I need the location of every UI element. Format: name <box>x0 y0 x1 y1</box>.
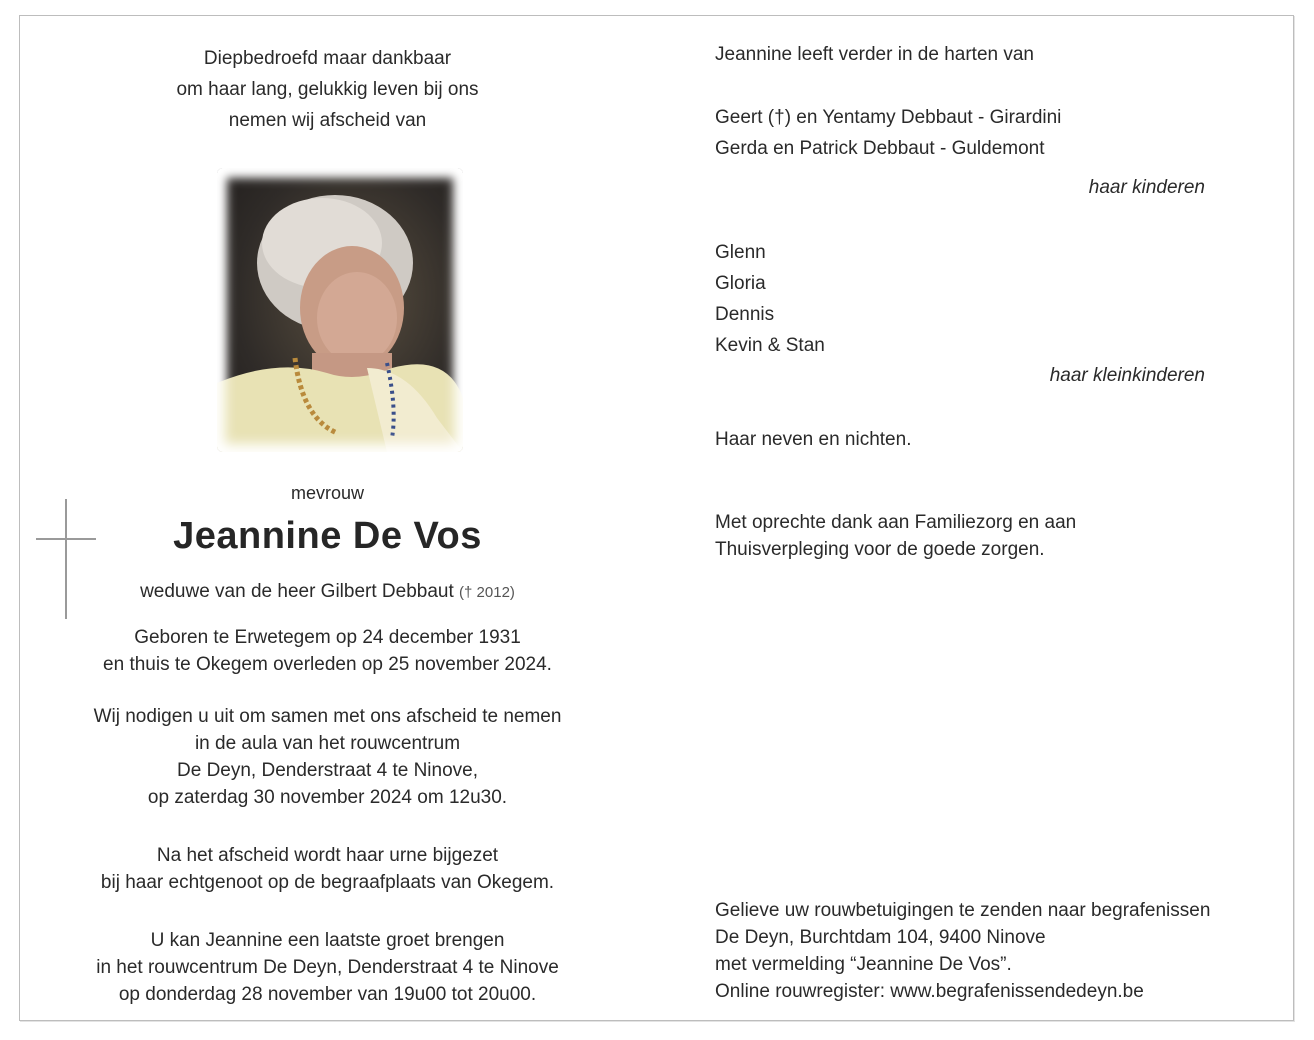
thanks-line-1: Met oprechte dank aan Familiezorg en aan <box>715 512 1077 533</box>
contact-line-4: Online rouwregister: www.begrafenissendedeyn.be <box>715 981 1144 1002</box>
grandchild-4: Kevin & Stan <box>715 335 825 356</box>
left-panel <box>0 0 655 1040</box>
portrait-photo <box>217 168 463 452</box>
widow-text: weduwe van de heer Gilbert Debbaut <box>140 581 454 602</box>
intro-line-2: om haar lang, gelukkig leven bij ons <box>176 79 479 100</box>
visit-line-1: U kan Jeannine een laatste groet brengen <box>150 930 505 951</box>
title-prefix: mevrouw <box>290 483 365 503</box>
visit-line-3: op donderdag 28 november van 19u00 tot 20u00. <box>118 984 537 1005</box>
cross-icon-bar <box>36 538 96 540</box>
grandchild-1: Glenn <box>715 242 766 263</box>
burial-line-1: Na het afscheid wordt haar urne bijgezet <box>156 845 499 866</box>
intro-line-1: Diepbedroefd maar dankbaar <box>203 48 452 69</box>
grandchild-2: Gloria <box>715 273 766 294</box>
thanks-line-2: Thuisverpleging voor de goede zorgen. <box>715 539 1045 560</box>
grandchildren-label: haar kleinkinderen <box>1049 365 1205 386</box>
ceremony-line-4: op zaterdag 30 november 2024 om 12u30. <box>147 787 508 808</box>
heading: Jeannine leeft verder in de harten van <box>715 44 1034 65</box>
ceremony-line-3: De Deyn, Denderstraat 4 te Ninove, <box>177 760 478 781</box>
intro-line-3: nemen wij afscheid van <box>228 110 427 131</box>
widow-death-note: († 2012) <box>459 584 515 601</box>
deceased-name: Jeannine De Vos <box>173 515 482 557</box>
visit-line-2: in het rouwcentrum De Deyn, Denderstraat 4 te Ninove <box>96 957 559 978</box>
widow-line <box>0 578 655 606</box>
children-label: haar kinderen <box>1088 177 1205 198</box>
contact-line-3: met vermelding “Jeannine De Vos”. <box>715 954 1012 975</box>
relatives-line: Haar neven en nichten. <box>715 429 912 450</box>
contact-line-2: De Deyn, Burchtdam 104, 9400 Ninove <box>715 927 1046 948</box>
grandchild-3: Dennis <box>715 304 775 325</box>
ceremony-line-2: in de aula van het rouwcentrum <box>194 733 461 754</box>
ceremony-line-1: Wij nodigen u uit om samen met ons afscheid te nemen <box>93 706 562 727</box>
right-panel <box>715 0 1295 1040</box>
contact-line-1: Gelieve uw rouwbetuigingen te zenden naar begrafenissen <box>715 900 1211 921</box>
death-line: en thuis te Okegem overleden op 25 november 2024. <box>103 654 552 675</box>
child-1: Geert (†) en Yentamy Debbaut - Girardini <box>715 107 1062 128</box>
birth-line: Geboren te Erwetegem op 24 december 1931 <box>134 627 521 648</box>
child-2: Gerda en Patrick Debbaut - Guldemont <box>715 138 1045 159</box>
photo-vignette <box>217 168 463 452</box>
burial-line-2: bij haar echtgenoot op de begraafplaats van Okegem. <box>100 872 555 893</box>
